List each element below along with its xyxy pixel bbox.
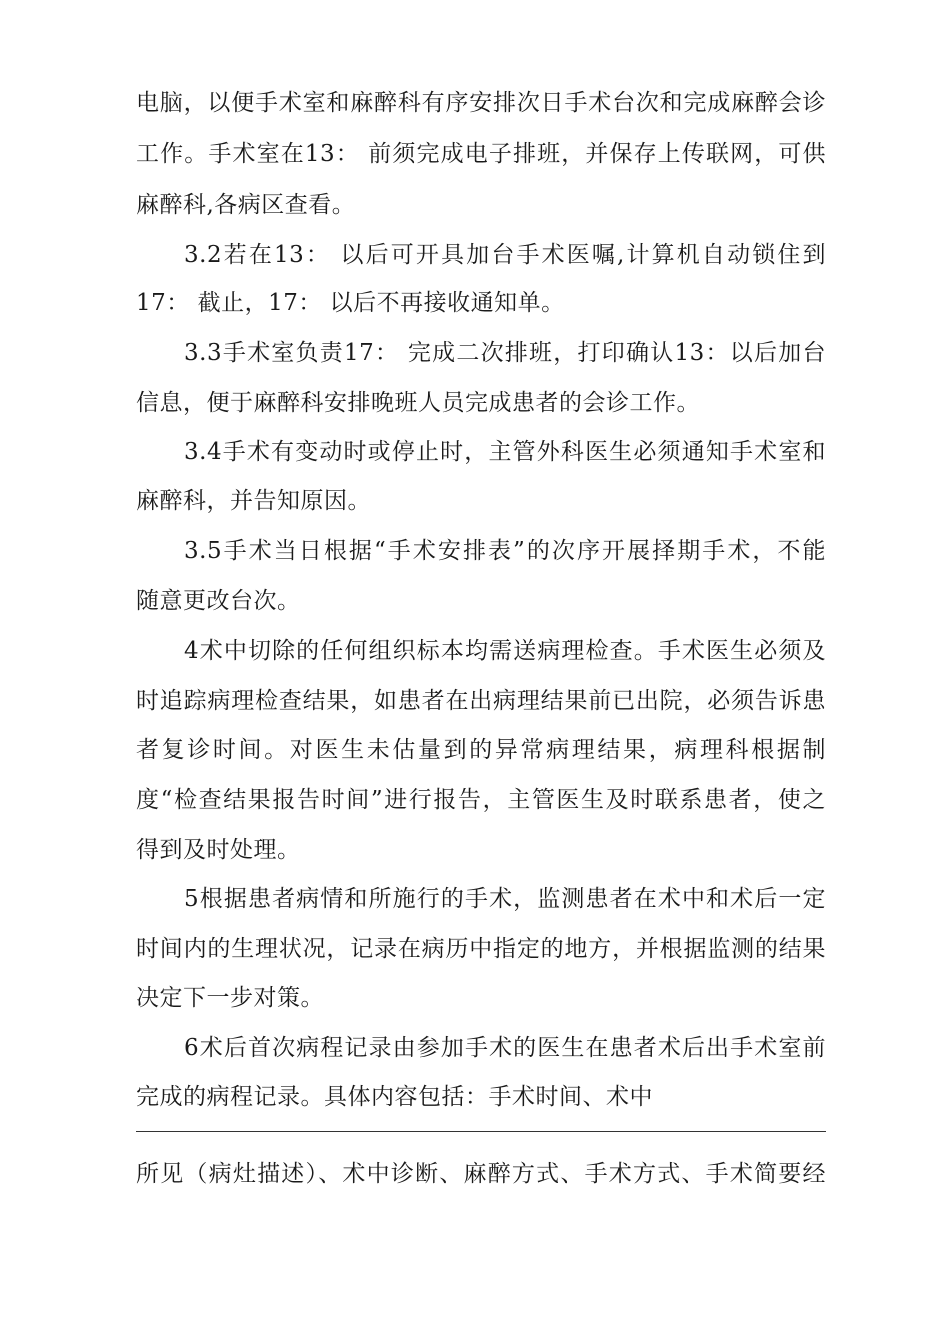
text-line: 3.5手术当日根据“手术安排表”的次序开展择期手术，不能 xyxy=(184,538,826,564)
text-line: 所见（病灶描述）、术中诊断、麻醉方式、手术方式、手术简要经 xyxy=(136,1161,826,1187)
text-line: 3.4手术有变动时或停止时，主管外科医生必须通知手术室和 xyxy=(184,439,826,465)
page-divider xyxy=(136,1131,826,1132)
text-line: 完成的病程记录。具体内容包括：手术时间、术中 xyxy=(136,1084,653,1110)
text-line: 工作。手术室在13： 前须完成电子排班，并保存上传联网，可供 xyxy=(136,141,826,167)
text-line: 5根据患者病情和所施行的手术，监测患者在术中和术后一定 xyxy=(184,886,826,912)
text-line: 3.2若在13： 以后可开具加台手术医嘱,计算机自动锁住到 xyxy=(184,242,826,268)
text-line: 度“检查结果报告时间”进行报告，主管医生及时联系患者，使之 xyxy=(136,787,826,813)
text-line: 随意更改台次。 xyxy=(136,588,301,614)
text-line: 时追踪病理检查结果，如患者在出病理结果前已出院，必须告诉患 xyxy=(136,688,826,714)
text-line: 决定下一步对策。 xyxy=(136,985,324,1011)
text-line: 3.3手术室负责17： 完成二次排班，打印确认13：以后加台 xyxy=(184,340,826,366)
text-line: 4术中切除的任何组织标本均需送病理检查。手术医生必须及 xyxy=(184,638,826,664)
text-line: 麻醉科,各病区查看。 xyxy=(136,192,356,218)
text-line: 6术后首次病程记录由参加手术的医生在患者术后出手术室前 xyxy=(184,1035,826,1061)
text-line: 麻醉科，并告知原因。 xyxy=(136,488,371,514)
text-line: 信息，便于麻醉科安排晚班人员完成患者的会诊工作。 xyxy=(136,390,700,416)
text-line: 电脑，以便手术室和麻醉科有序安排次日手术台次和完成麻醉会诊 xyxy=(136,90,826,116)
text-line: 者复诊时间。对医生未估量到的异常病理结果，病理科根据制 xyxy=(136,737,826,763)
text-line: 得到及时处理。 xyxy=(136,837,301,863)
text-line: 时间内的生理状况，记录在病历中指定的地方，并根据监测的结果 xyxy=(136,936,826,962)
text-line: 17： 截止，17： 以后不再接收通知单。 xyxy=(136,290,565,316)
